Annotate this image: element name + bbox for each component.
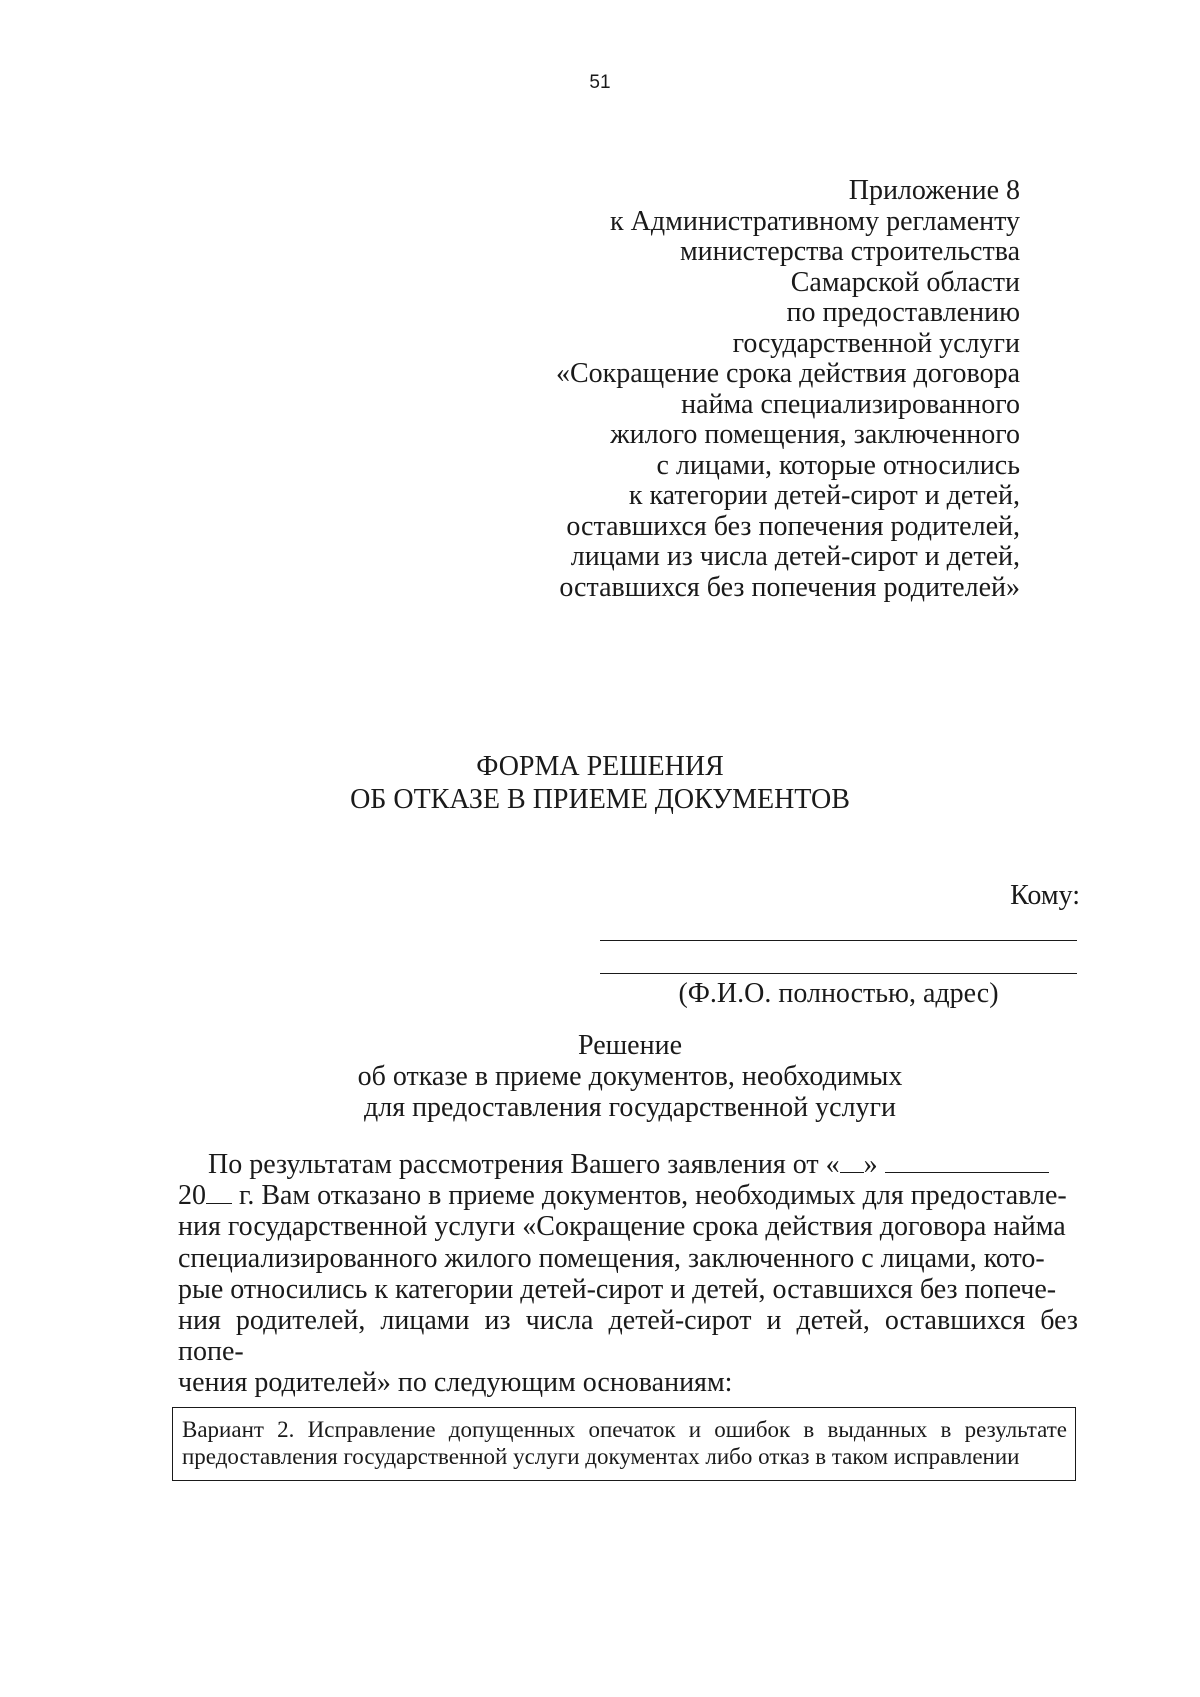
form-title <box>0 750 1200 816</box>
appendix-line: жилого помещения, заключенного <box>610 419 1020 450</box>
page-number: 51 <box>589 72 611 93</box>
month-blank[interactable] <box>885 1152 1049 1173</box>
form-title-line2: ОБ ОТКАЗЕ В ПРИЕМЕ ДОКУМЕНТОВ <box>350 784 850 815</box>
recipient-caption: (Ф.И.О. полностью, адрес) <box>678 978 999 1009</box>
appendix-line: найма специализированного <box>681 388 1020 420</box>
recipient-blank-line[interactable] <box>600 973 1077 974</box>
appendix-line: лицами из числа детей-сирот и детей, <box>570 541 1020 572</box>
body-line: рые относились к категории детей-сирот и детей, оставшихся без попече- <box>178 1273 1057 1305</box>
body-line: специализированного жилого помещения, заключенного с лицами, кото- <box>178 1242 1045 1274</box>
decision-title: Решение <box>577 1030 682 1061</box>
decision-subtitle-line: для предоставления государственной услуги <box>363 1092 897 1123</box>
body-line: чения родителей» по следующим основаниям: <box>178 1367 733 1399</box>
appendix-line: к категории детей-сирот и детей, <box>628 480 1020 511</box>
decision-heading <box>0 1030 1200 1123</box>
recipient-label: Кому: <box>1010 880 1080 911</box>
appendix-line: к Административному регламенту <box>610 205 1020 237</box>
appendix-header <box>500 176 1020 603</box>
recipient-blank-line[interactable] <box>600 940 1077 941</box>
body-line: По результатам рассмотрения Вашего заявления от « » <box>178 1149 1078 1180</box>
body-line: ния родителей, лицами из числа детей-сирот и детей, оставшихся без попе- <box>178 1305 1078 1368</box>
appendix-line: государственной услуги <box>732 327 1020 359</box>
body-line: ния государственной услуги «Сокращение срока действия договора найма <box>178 1211 1066 1243</box>
year-blank[interactable] <box>206 1183 232 1204</box>
decision-subtitle-line: об отказе в приеме документов, необходимых <box>357 1061 903 1092</box>
appendix-line: министерства строительства <box>679 236 1020 267</box>
appendix-line: Самарской области <box>790 266 1020 298</box>
appendix-line: оставшихся без попечения родителей» <box>559 571 1020 603</box>
appendix-line: «Сокращение срока действия договора <box>555 358 1020 389</box>
appendix-line: по предоставлению <box>786 297 1020 328</box>
day-blank[interactable] <box>840 1152 864 1173</box>
body-line: 20 г. Вам отказано в приеме документов, необходимых для предоставле- <box>178 1180 1067 1212</box>
decision-body <box>178 1149 1078 1399</box>
appendix-line: с лицами, которые относились <box>656 449 1020 481</box>
variant-box: Вариант 2. Исправление допущенных опечаток и ошибок в выданных в результате предоставления государственной услуги документах либо отказ в таком исправлении <box>172 1407 1076 1481</box>
appendix-line: оставшихся без попечения родителей, <box>566 510 1020 542</box>
appendix-line: Приложение 8 <box>848 175 1020 206</box>
form-title-line1: ФОРМА РЕШЕНИЯ <box>476 751 724 782</box>
